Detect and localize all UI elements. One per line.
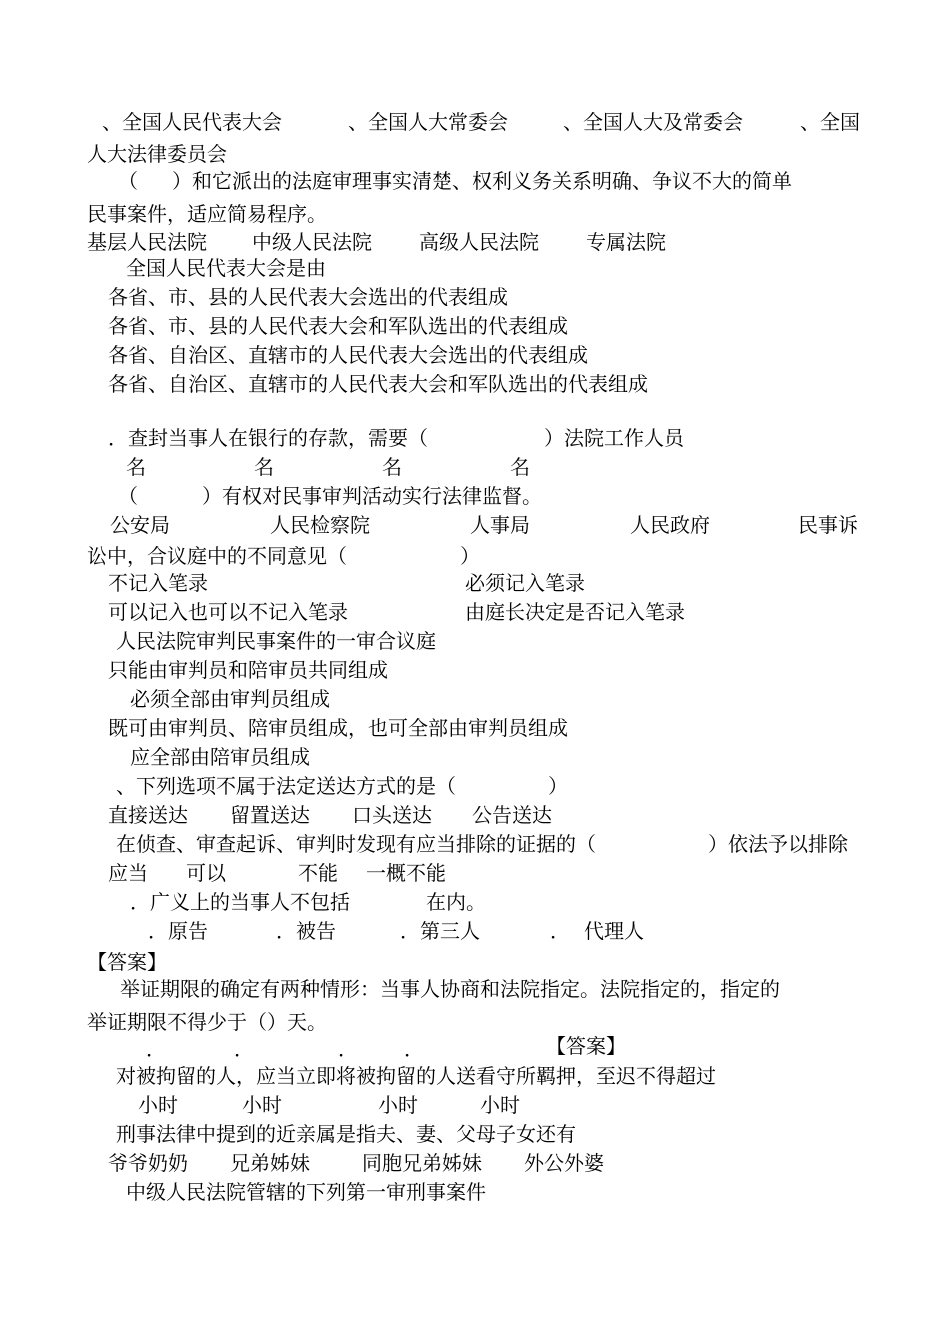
text-fragment: ． [234, 1037, 254, 1061]
text-fragment: 专属法院 [586, 230, 666, 254]
text-fragment: 基层人民法院 [87, 230, 207, 254]
text-fragment: ． [550, 919, 570, 943]
text-fragment: 小时 [242, 1093, 282, 1117]
text-fragment: 名 [254, 455, 274, 479]
text-fragment: 应当 [108, 861, 148, 885]
text-fragment: 爷爷奶奶 [108, 1151, 188, 1175]
text-fragment: 人民法院审判民事案件的一审合议庭 [116, 629, 436, 653]
text-fragment: 可以记入也可以不记入笔录 [108, 600, 348, 624]
text-fragment: 全国人民代表大会是由 [126, 256, 326, 280]
text-fragment: 各省、自治区、直辖市的人民代表大会选出的代表组成 [108, 343, 588, 367]
text-fragment: ．查封当事人在银行的存款，需要（ [108, 426, 428, 450]
text-fragment: 名 [510, 455, 530, 479]
text-fragment: 只能由审判员和陪审员共同组成 [108, 658, 388, 682]
text-fragment: 公安局 [110, 513, 170, 537]
text-fragment: 公告送达 [472, 803, 552, 827]
text-fragment: 高级人民法院 [419, 230, 539, 254]
text-fragment: ．被告 [276, 919, 336, 943]
text-fragment: ．第三人 [400, 919, 480, 943]
text-fragment: 同胞兄弟姊妹 [362, 1151, 482, 1175]
text-fragment: ． [338, 1037, 358, 1061]
text-fragment: ）和它派出的法庭审理事实清楚、权利义务关系明确、争议不大的简单 [172, 169, 792, 193]
text-fragment: ． [146, 1037, 166, 1061]
text-fragment: 名 [382, 455, 402, 479]
text-fragment: 民事案件，适应简易程序。 [87, 202, 327, 226]
text-fragment: 、全国人大常委会 [348, 110, 508, 134]
text-fragment: ） [548, 774, 568, 798]
text-fragment: 民事诉 [798, 513, 858, 537]
text-fragment: 讼中，合议庭中的不同意见（ [87, 544, 347, 568]
text-fragment: 不能 [298, 861, 338, 885]
text-fragment: 举证期限的确定有两种情形：当事人协商和法院指定。法院指定的，指定的 [120, 977, 780, 1001]
text-fragment: 刑事法律中提到的近亲属是指夫、妻、父母子女还有 [116, 1122, 576, 1146]
text-fragment: （ [118, 484, 138, 508]
text-fragment: 中级人民法院管辖的下列第一审刑事案件 [126, 1180, 486, 1204]
text-fragment: 小时 [138, 1093, 178, 1117]
text-fragment: 举证期限不得少于（）天。 [87, 1010, 327, 1034]
text-fragment: 人事局 [470, 513, 530, 537]
text-fragment: 必须全部由审判员组成 [130, 687, 330, 711]
text-fragment: 名 [126, 455, 146, 479]
text-fragment: 在侦查、审查起诉、审判时发现有应当排除的证据的（ [116, 832, 596, 856]
text-fragment: 、全国 [800, 110, 860, 134]
text-fragment: 留置送达 [230, 803, 310, 827]
text-fragment: 、全国人大及常委会 [563, 110, 743, 134]
text-fragment: 人民检察院 [270, 513, 370, 537]
text-fragment: 既可由审判员、陪审员组成，也可全部由审判员组成 [108, 716, 568, 740]
text-fragment: 代理人 [584, 919, 644, 943]
text-fragment: 、全国人民代表大会 [102, 110, 282, 134]
text-fragment: 各省、市、县的人民代表大会和军队选出的代表组成 [108, 314, 568, 338]
text-fragment: 小时 [480, 1093, 520, 1117]
text-fragment: 人大法律委员会 [87, 142, 227, 166]
text-fragment: ． [404, 1037, 424, 1061]
text-fragment: ．广义上的当事人不包括 [130, 890, 350, 914]
text-fragment: ）有权对民事审判活动实行法律监督。 [202, 484, 542, 508]
text-fragment: ）法院工作人员 [544, 426, 684, 450]
text-fragment: 必须记入笔录 [465, 571, 585, 595]
text-fragment: 、下列选项不属于法定送达方式的是（ [116, 774, 456, 798]
text-fragment: 应全部由陪审员组成 [130, 745, 310, 769]
answer-label: 【答案】 [546, 1034, 626, 1058]
text-fragment: ．原告 [148, 919, 208, 943]
text-fragment: 可以 [186, 861, 226, 885]
text-fragment: 由庭长决定是否记入笔录 [465, 600, 685, 624]
text-fragment: 对被拘留的人，应当立即将被拘留的人送看守所羁押，至迟不得超过 [116, 1064, 716, 1088]
text-fragment: 不记入笔录 [108, 571, 208, 595]
text-fragment: 外公外婆 [524, 1151, 604, 1175]
answer-label: 【答案】 [87, 950, 167, 974]
text-fragment: 小时 [378, 1093, 418, 1117]
text-fragment: ）依法予以排除 [708, 832, 848, 856]
text-fragment: 人民政府 [630, 513, 710, 537]
text-fragment: 直接送达 [108, 803, 188, 827]
text-fragment: （ [118, 169, 138, 193]
text-fragment: 各省、市、县的人民代表大会选出的代表组成 [108, 285, 508, 309]
text-fragment: 兄弟姊妹 [230, 1151, 310, 1175]
text-fragment: 各省、自治区、直辖市的人民代表大会和军队选出的代表组成 [108, 372, 648, 396]
text-fragment: 中级人民法院 [252, 230, 372, 254]
text-fragment: ） [460, 544, 480, 568]
text-fragment: 一概不能 [366, 861, 446, 885]
text-fragment: 在内。 [426, 890, 486, 914]
text-fragment: 口头送达 [352, 803, 432, 827]
